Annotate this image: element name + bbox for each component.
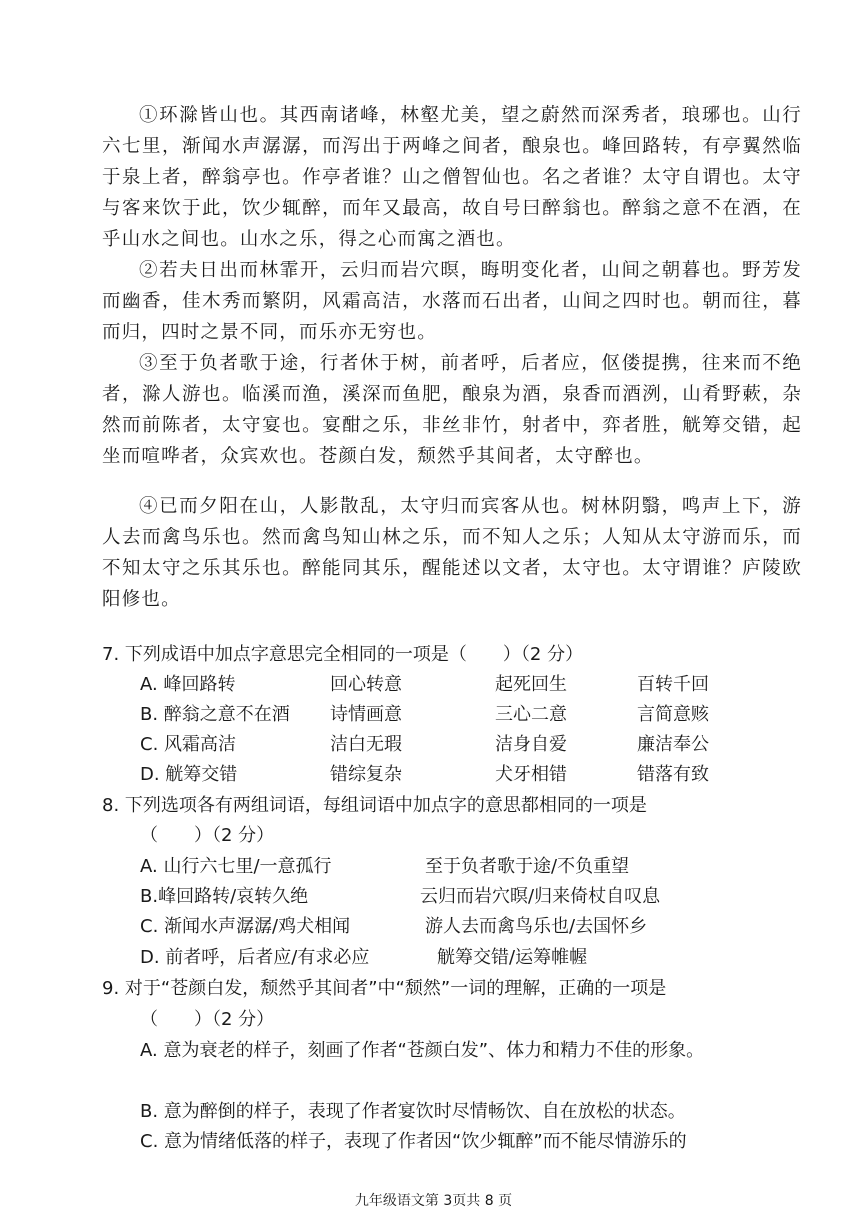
option-text: 言简意赅 xyxy=(637,704,709,725)
question-9-stem-continued: （ ）（2 分） xyxy=(140,1009,275,1030)
passage-paragraph-2: ②若夫日出而林霏开，云归而岩穴暝，晦明变化者，山间之朝暮也。野芳发而幽香，佳木秀而繁阴，风霜高洁，水落而石出者，山间之四时也。朝而往，暮而归，四时之景不同，而乐亦无穷也。 xyxy=(102,260,802,343)
question-7-option-c xyxy=(140,730,800,760)
option-text: 洁身自爱 xyxy=(495,734,567,755)
option-text: 错综复杂 xyxy=(330,764,402,785)
passage-paragraph-3: ③至于负者歌于途，行者休于树，前者呼，后者应，伛偻提携，往来而不绝者，滁人游也。临溪而渔，溪深而鱼肥，酿泉为酒，泉香而酒洌，山肴野蔌，杂然而前陈者，太守宴也。宴酣之乐，非丝非竹，射者中，弈者胜，觥筹交错，起坐而喧哗者，众宾欢也。苍颜白发，颓然乎其间者，太守醉也。 xyxy=(102,353,802,467)
question-7-option-d xyxy=(140,760,800,790)
option-text: B. 醉翁之意不在酒 xyxy=(140,704,290,725)
option-text: C. 风霜高洁 xyxy=(140,734,237,755)
option-text: 回心转意 xyxy=(330,674,402,695)
question-7-option-a xyxy=(140,670,800,700)
option-text: 云归而岩穴暝/归来倚杖自叹息 xyxy=(420,886,661,907)
option-text: A. 峰回路转 xyxy=(140,674,236,695)
question-8-option-d xyxy=(140,943,800,973)
passage-paragraph-1: ①环滁皆山也。其西南诸峰，林壑尤美，望之蔚然而深秀者，琅琊也。山行六七里，渐闻水声潺潺，而泻出于两峰之间者，酿泉也。峰回路转，有亭翼然临于泉上者，醉翁亭也。作亭者谁？山之僧智仙也。名之者谁？太守自谓也。太守与客来饮于此，饮少辄醉，而年又最高，故自号曰醉翁也。醉翁之意不在酒，在乎山水之间也。山水之乐，得之心而寓之酒也。 xyxy=(102,105,802,250)
option-text: D. 觥筹交错 xyxy=(140,764,238,785)
option-text: 游人去而禽鸟乐也/去国怀乡 xyxy=(425,916,648,937)
option-text: 廉洁奉公 xyxy=(637,734,709,755)
question-9-option-c: C. 意为情绪低落的样子，表现了作者因“饮少辄醉”而不能尽情游乐的 xyxy=(140,1131,687,1152)
question-9-option-a: A. 意为衰老的样子，刻画了作者“苍颜白发”、体力和精力不佳的形象。 xyxy=(140,1040,705,1061)
page-footer: 九年级语文第 3页共 8 页 xyxy=(354,1193,513,1209)
option-text: 诗情画意 xyxy=(330,704,402,725)
question-9-option-b: B. 意为醉倒的样子，表现了作者宴饮时尽情畅饮、自在放松的状态。 xyxy=(140,1101,686,1122)
option-text: B.峰回路转/哀转久绝 xyxy=(140,886,309,907)
option-text: 觥筹交错/运筹帷幄 xyxy=(437,947,588,968)
question-8-option-c xyxy=(140,912,800,942)
option-text: A. 山行六七里/一意孤行 xyxy=(140,856,332,877)
option-text: 犬牙相错 xyxy=(495,764,567,785)
option-text: 错落有致 xyxy=(637,764,709,785)
option-text: C. 渐闻水声潺潺/鸡犬相闻 xyxy=(140,916,351,937)
question-7-option-b xyxy=(140,700,800,730)
question-8-stem: 8. 下列选项各有两组词语，每组词语中加点字的意思都相同的一项是 xyxy=(102,795,647,816)
option-text: 三心二意 xyxy=(495,704,567,725)
option-text: D. 前者呼，后者应/有求必应 xyxy=(140,947,370,968)
option-text: 洁白无瑕 xyxy=(330,734,402,755)
question-8-option-a xyxy=(140,852,800,882)
passage-paragraph-4: ④已而夕阳在山，人影散乱，太守归而宾客从也。树林阴翳，鸣声上下，游人去而禽鸟乐也。然而禽鸟知山林之乐，而不知人之乐；人知从太守游而乐，而不知太守之乐其乐也。醉能同其乐，醒能述以文者，太守也。太守谓谁？庐陵欧阳修也。 xyxy=(102,496,802,610)
option-text: 起死回生 xyxy=(495,674,567,695)
option-text: 百转千回 xyxy=(637,674,709,695)
question-7-stem: 7. 下列成语中加点字意思完全相同的一项是（ ）（2 分） xyxy=(102,644,584,665)
question-8-stem-continued: （ ）（2 分） xyxy=(140,825,275,846)
question-9-stem: 9. 对于“苍颜白发，颓然乎其间者”中“颓然”一词的理解，正确的一项是 xyxy=(102,978,667,999)
option-text: 至于负者歌于途/不负重望 xyxy=(425,856,630,877)
question-8-option-b xyxy=(140,882,800,912)
